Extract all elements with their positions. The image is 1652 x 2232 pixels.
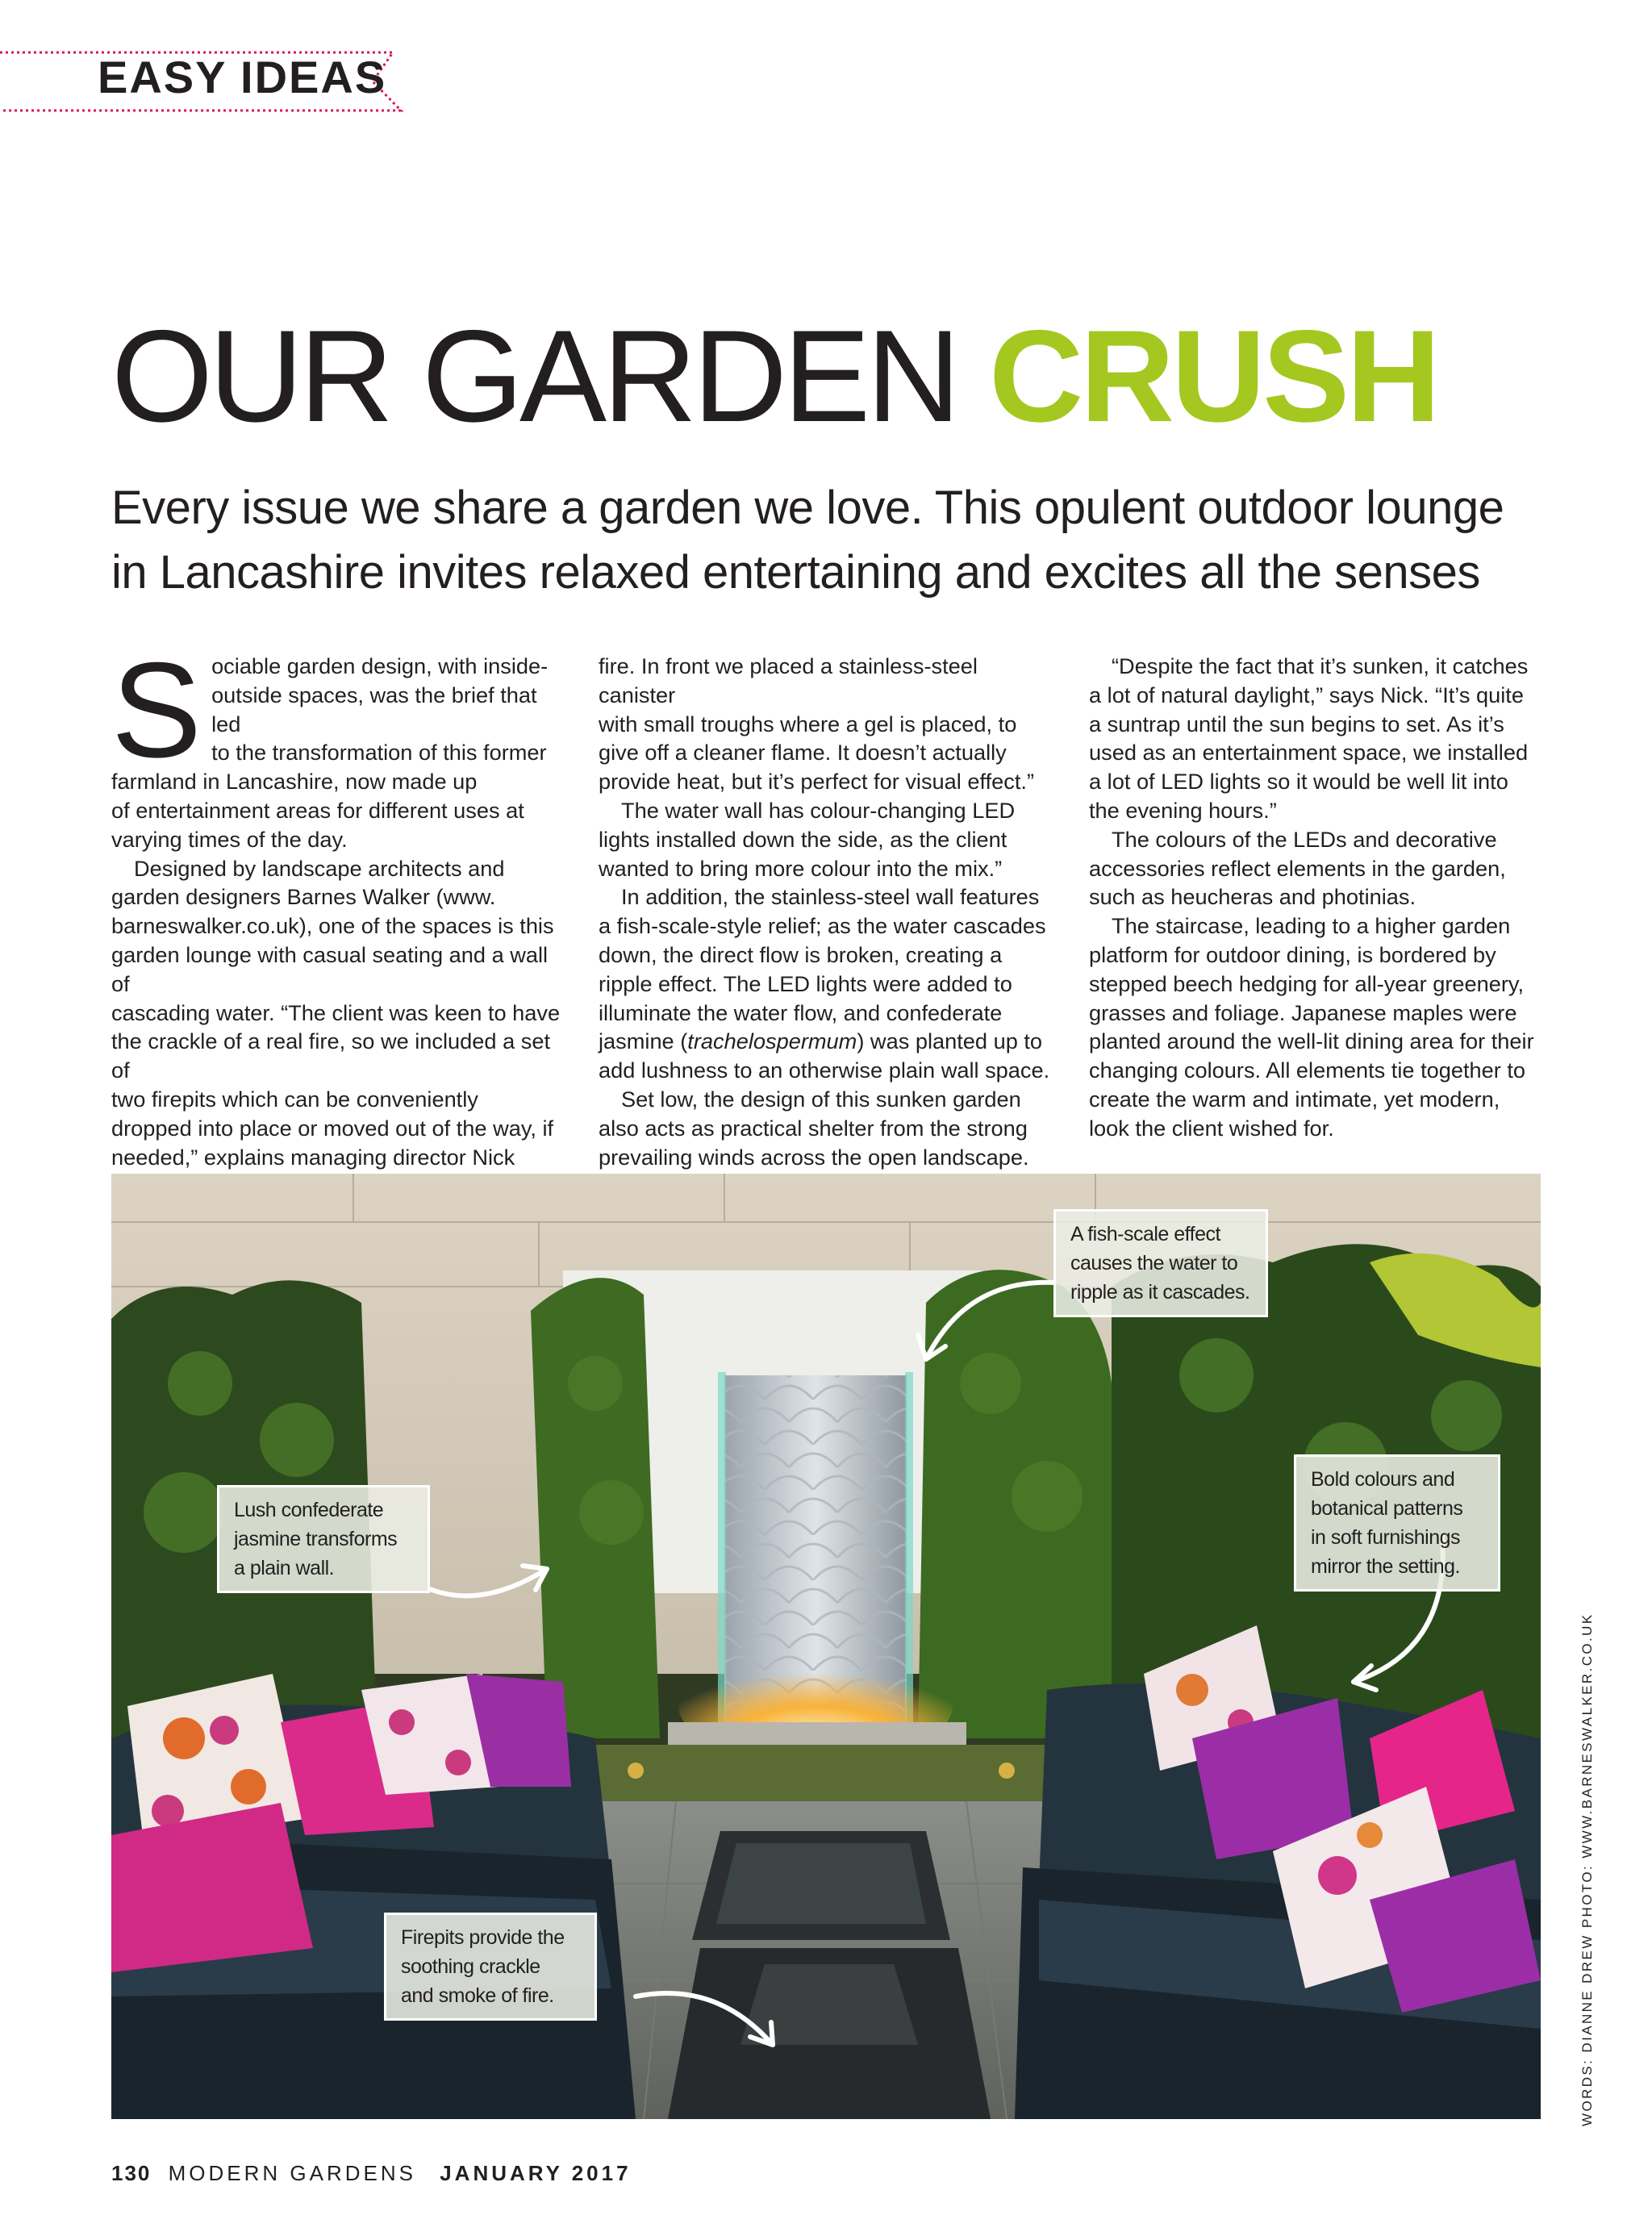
body-line: The colours of the LEDs and decorative [1112,826,1497,852]
garden-photo [111,1174,1541,2119]
body-line: stepped beech hedging for all-year greenery, [1089,970,1525,996]
body-line: with small troughs where a gel is placed, to [599,711,1017,736]
callout-soft-furnishings [1294,1454,1500,1592]
issue-date: JANUARY 2017 [440,2161,632,2185]
body-line: illuminate the water flow, and confederate [599,999,1003,1025]
body-line: cascading water. “The client was keen to have [111,999,561,1025]
body-line: wanted to bring more colour into the mix.” [599,855,1003,881]
body-line: also acts as practical shelter from the strong [599,1115,1028,1141]
body-line: The water wall has colour-changing LED [621,797,1016,823]
body-line: such as heucheras and photinias. [1089,884,1416,910]
body-line: a suntrap until the sun begins to set. As it’s [1089,711,1504,736]
headline-bold: CRUSH [989,303,1438,449]
callout-firepits [384,1913,597,2021]
body-line: ociable garden design, with inside- [211,653,549,678]
body-line: prevailing winds across the open landscape. [599,1144,1029,1170]
body-line: lights installed down the side, as the client [599,826,1007,852]
body-line: of entertainment areas for different uses at [111,797,524,823]
section-label: EASY IDEAS [98,52,387,102]
callout-jasmine [217,1485,430,1593]
body-line: garden designers Barnes Walker (www. [111,884,496,910]
body-line: farmland in Lancashire, now made up [111,769,478,795]
body-line: a lot of natural daylight,” says Nick. “It’s quite [1089,682,1524,707]
callout-fish-scale [1053,1209,1268,1317]
drop-cap: S [111,634,202,786]
body-column-2 [599,652,1057,1171]
body-column-3 [1089,652,1547,1143]
page-number: 130 [111,2161,152,2185]
body-line: garden lounge with casual seating and a wall of [111,941,549,996]
body-line: outside spaces, was the brief that led [211,682,537,736]
callout-line: Bold colours and [1311,1468,1455,1491]
standfirst-line: Every issue we share a garden we love. This opulent outdoor lounge [111,482,1504,534]
body-line: a lot of LED lights so it would be well lit into [1089,769,1508,795]
section-tab [0,50,405,113]
body-line: look the client wished for. [1089,1115,1334,1141]
magazine-name: MODERN GARDENS [168,2161,416,2185]
body-line: down, the direct flow is broken, creating a [599,941,1003,967]
body-line: needed,” explains managing director Nick [111,1144,515,1170]
body-line: add lushness to an otherwise plain wall space. [599,1058,1050,1083]
body-line: give off a cleaner flame. It doesn’t actually [599,740,1007,766]
callout-line: Lush confederate [234,1499,384,1521]
photo-credit: WORDS: DIANNE DREW PHOTO: WWW.BARNESWALKER.CO.UK [1579,1612,1595,2126]
callout-line: botanical patterns [1311,1497,1463,1520]
callout-line: in soft furnishings [1311,1526,1461,1549]
body-line: accessories reflect elements in the garden, [1089,855,1506,881]
callout-line: mirror the setting. [1311,1555,1461,1578]
body-line: a fish-scale-style relief; as the water cascades [599,913,1046,939]
headline [111,303,1438,449]
body-line: varying times of the day. [111,826,348,852]
callout-line: A fish-scale effect [1070,1223,1220,1245]
callout-line: and smoke of fire. [401,1984,554,2007]
body-line: grasses and foliage. Japanese maples were [1089,999,1517,1025]
standfirst-line: in Lancashire invites relaxed entertaining and excites all the senses [111,546,1480,599]
body-line: fire. In front we placed a stainless-steel canister [599,653,978,707]
folio [111,2161,632,2186]
body-line: provide heat, but it’s perfect for visual effect.” [599,769,1035,795]
body-line: create the warm and intimate, yet modern, [1089,1086,1500,1112]
headline-thin: OUR GARDEN [111,303,957,449]
callout-line: causes the water to [1070,1252,1238,1275]
body-line: “Despite the fact that it’s sunken, it catches [1112,653,1529,678]
callout-line: a plain wall. [234,1557,335,1579]
body-line: In addition, the stainless-steel wall features [621,884,1040,910]
body-line: the crackle of a real fire, so we included a set of [111,1028,551,1083]
body-line: Set low, the design of this sunken garden [621,1086,1021,1112]
botanical-name: trachelospermum [687,1028,857,1054]
garden-illustration [111,1174,1541,2119]
body-line: two firepits which can be conveniently [111,1086,478,1112]
body-line: The staircase, leading to a higher garden [1112,913,1511,939]
body-line: platform for outdoor dining, is bordered by [1089,941,1496,967]
callout-line: ripple as it cascades. [1070,1281,1250,1304]
body-line: ripple effect. The LED lights were added to [599,970,1012,996]
body-line: the evening hours.” [1089,797,1277,823]
standfirst [111,476,1563,605]
body-line: dropped into place or moved out of the way, if [111,1115,554,1141]
body-line: jasmine (trachelospermum) was planted up to [599,1028,1043,1054]
body-line: planted around the well-lit dining area for their [1089,1028,1534,1054]
body-line: barneswalker.co.uk), one of the spaces is this [111,913,554,939]
callout-line: soothing crackle [401,1955,540,1978]
body-column-1 [111,634,569,1229]
callout-line: Firepits provide the [401,1926,565,1949]
body-line: to the transformation of this former [211,740,547,766]
body-line: changing colours. All elements tie together to [1089,1058,1526,1083]
body-line: used as an entertainment space, we installed [1089,740,1529,766]
callout-line: jasmine transforms [234,1528,398,1550]
body-line: Designed by landscape architects and [134,855,505,881]
